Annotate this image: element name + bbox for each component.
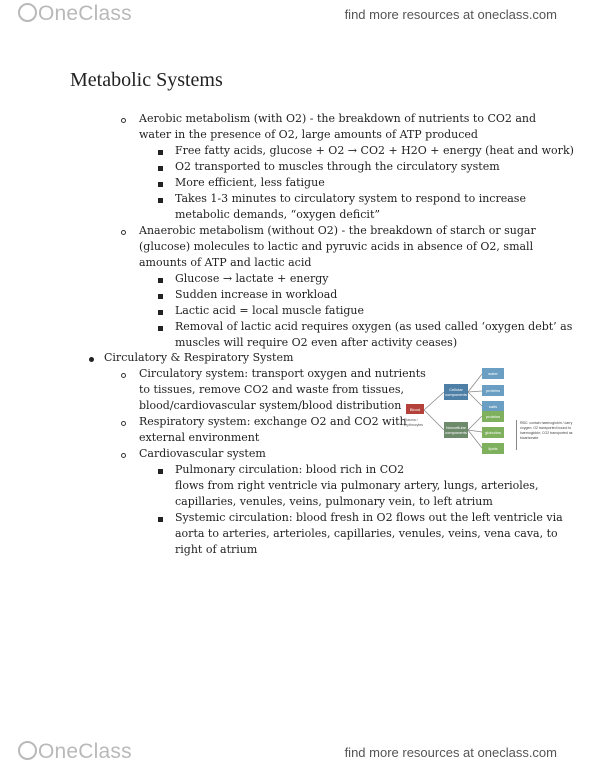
text-line: Lactic acid = local muscle fatigue	[175, 304, 365, 317]
diagram-leaf-node: lipids	[482, 443, 504, 454]
text-line: Circulatory system: transport oxygen and nutrients	[139, 367, 426, 380]
diagram-leaf-node: salts	[482, 401, 504, 412]
text-line: Systemic circulation: blood fresh in O2 flows out the left ventricle via	[175, 511, 563, 524]
logo-circle-icon	[18, 3, 37, 22]
text-line: O2 transported to muscles through the circulatory system	[175, 160, 500, 173]
diagram-mid-top-node: Cellular components	[444, 384, 468, 400]
text-line: Aerobic metabolism (with O2) - the breakdown of nutrients to CO2 and	[139, 112, 537, 125]
text-line: aorta to arteries, arterioles, capillaries, venules, veins, vena cava, to	[175, 527, 558, 540]
square-bullet-icon	[158, 198, 163, 203]
oneclass-footer-logo[interactable]	[18, 740, 132, 764]
square-bullet-icon	[158, 150, 163, 155]
text-line: to tissues, remove CO2 and waste from tissues,	[139, 383, 405, 396]
text-line: muscles will require O2 even after activity ceases)	[175, 336, 458, 349]
page-title: Metabolic Systems	[70, 69, 223, 91]
text-line: Takes 1-3 minutes to circulatory system to respond to increase	[175, 192, 526, 205]
ring-bullet-icon	[121, 453, 126, 458]
diagram-mid-bottom-node: Noncellular components	[444, 422, 468, 438]
text-line: Respiratory system: exchange O2 and CO2 with	[139, 415, 407, 428]
text-line: Free fatty acids, glucose + O2 → CO2 + H2O + energy (heat and work)	[175, 144, 574, 157]
square-bullet-icon	[158, 278, 163, 283]
logo-text: OneClass	[38, 2, 132, 25]
square-bullet-icon	[158, 326, 163, 331]
diagram-leaf-node: proteins	[482, 411, 504, 422]
text-line: water in the presence of O2, large amounts of ATP produced	[139, 128, 478, 141]
diagram-leaf-node: water	[482, 368, 504, 379]
text-line: flows from right ventricle via pulmonary artery, lungs, arterioles,	[175, 479, 539, 492]
ring-bullet-icon	[121, 118, 126, 123]
diagram-note: RBC: contain haemoglobin / carry oxygen; O2 transported bound to haemoglobin; CO2 transported as bicarbonate	[520, 421, 573, 440]
text-line: Glucose → lactate + energy	[175, 272, 329, 285]
ring-bullet-icon	[121, 421, 126, 426]
square-bullet-icon	[158, 469, 163, 474]
text-line: capillaries, venules, veins, pulmonary vein, to left atrium	[175, 495, 493, 508]
text-line: amounts of ATP and lactic acid	[139, 256, 312, 269]
square-bullet-icon	[158, 517, 163, 522]
section-heading: Circulatory & Respiratory System	[104, 351, 294, 364]
blood-composition-diagram	[404, 362, 580, 462]
text-line: right of atrium	[175, 543, 258, 556]
text-line: (glucose) molecules to lactic and pyruvic acids in absence of O2, small	[139, 240, 534, 253]
dot-bullet-icon	[89, 357, 94, 362]
square-bullet-icon	[158, 166, 163, 171]
text-line: blood/cardiovascular system/blood distribution	[139, 399, 402, 412]
footer-resources-link[interactable]: find more resources at oneclass.com	[344, 745, 557, 760]
text-line: external environment	[139, 431, 260, 444]
text-line: Cardiovascular system	[139, 447, 266, 460]
diagram-leaf-node: globulins	[482, 427, 504, 438]
diagram-root-sub: Plasma / erythrocytes	[404, 418, 424, 427]
oneclass-logo[interactable]	[18, 2, 132, 26]
header-resources-link[interactable]: find more resources at oneclass.com	[344, 7, 557, 22]
text-line: metabolic demands, “oxygen deficit”	[175, 208, 380, 221]
text-line: Pulmonary circulation: blood rich in CO2	[175, 463, 405, 476]
text-line: Anaerobic metabolism (without O2) - the breakdown of starch or sugar	[139, 224, 536, 237]
text-line: Removal of lactic acid requires oxygen (as used called ‘oxygen debt’ as	[175, 320, 573, 333]
ring-bullet-icon	[121, 230, 126, 235]
square-bullet-icon	[158, 294, 163, 299]
diagram-leaf-node: proteins	[482, 385, 504, 396]
logo-circle-icon	[18, 741, 37, 760]
diagram-root-node: Blood	[406, 404, 424, 414]
ring-bullet-icon	[121, 373, 126, 378]
text-line: More efficient, less fatigue	[175, 176, 325, 189]
square-bullet-icon	[158, 310, 163, 315]
diagram-note-box	[516, 420, 579, 450]
text-line: Sudden increase in workload	[175, 288, 338, 301]
square-bullet-icon	[158, 182, 163, 187]
logo-text: OneClass	[38, 740, 132, 763]
